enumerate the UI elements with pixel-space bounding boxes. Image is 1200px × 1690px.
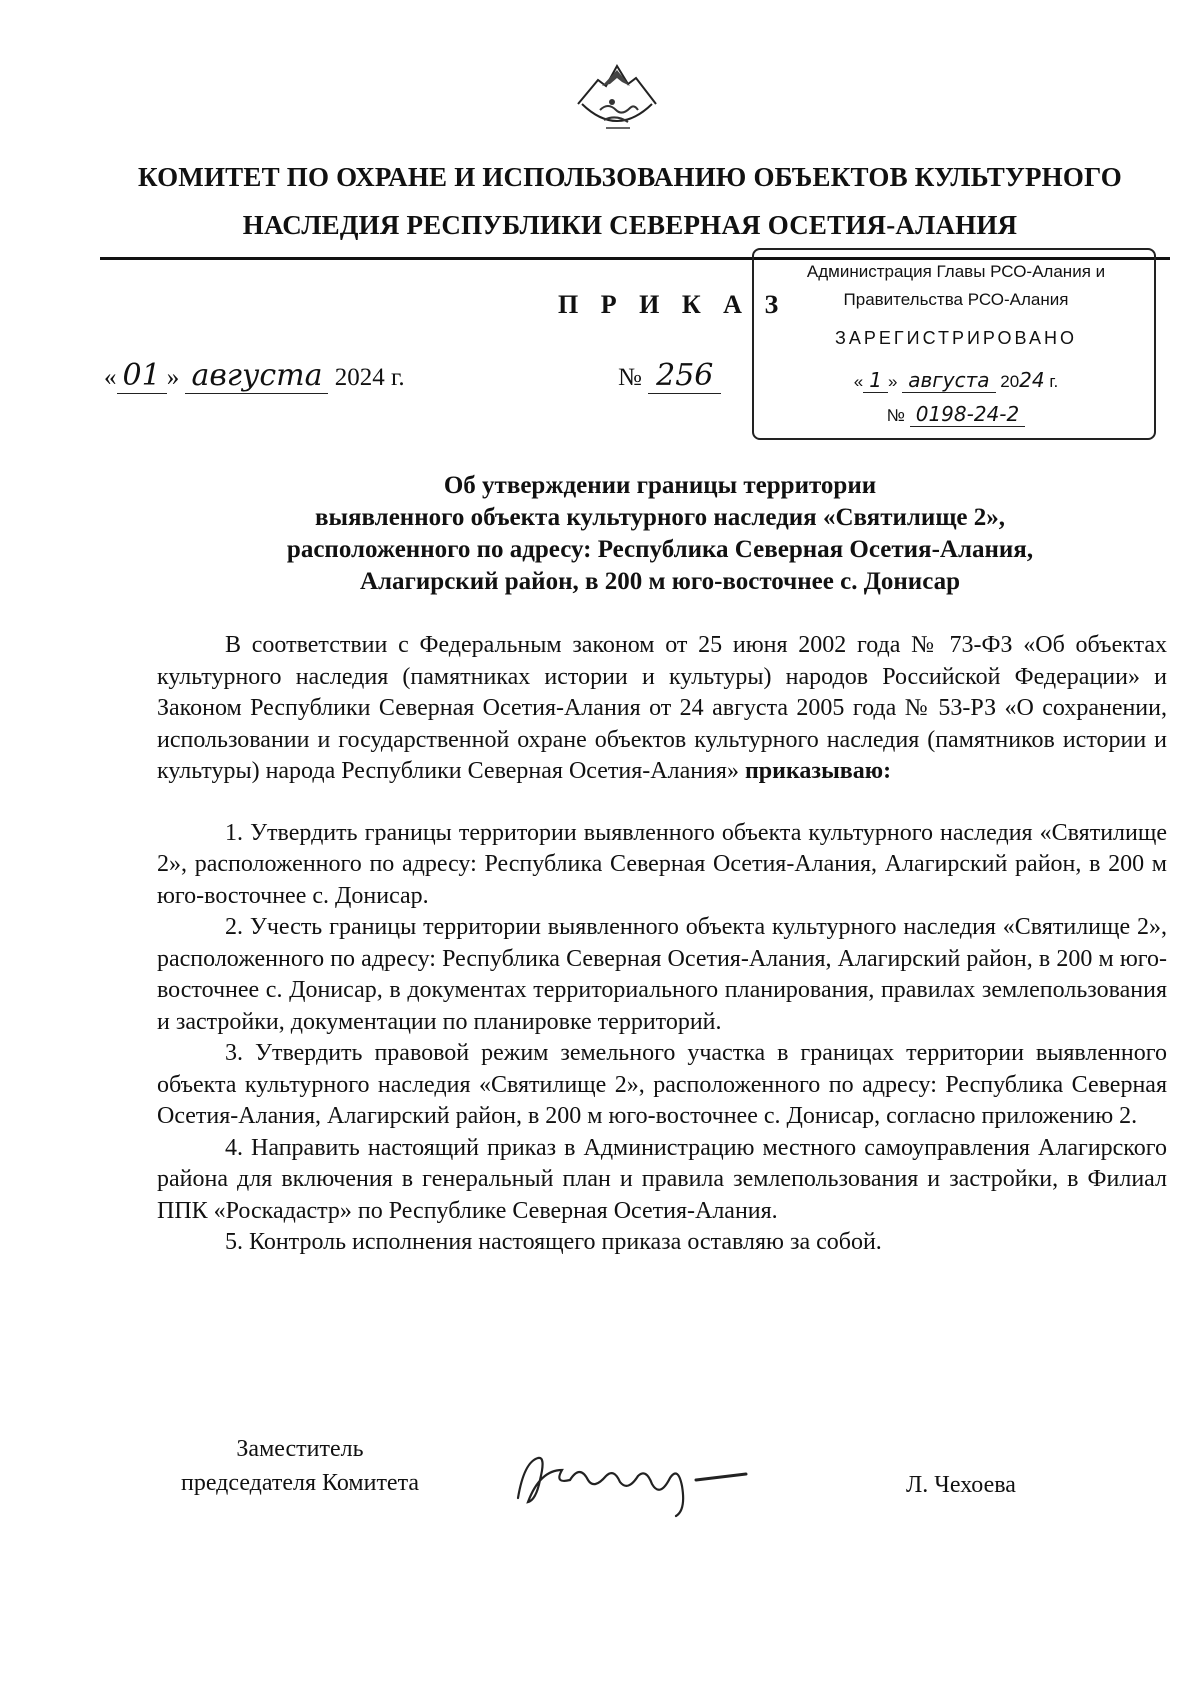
title-line4: Алагирский район, в 200 м юго-восточнее с. Донисар (359, 568, 961, 595)
preamble-decision: приказываю: (744, 758, 892, 784)
stamp-line2: Правительства РСО-Алания (843, 290, 1069, 309)
stamp-year-unit: г. (1049, 372, 1059, 391)
stamp-year-suffix: 24 (1019, 368, 1045, 392)
stamp-year-prefix: 20 (1000, 372, 1020, 391)
signatory-title-line2: председателя Комитета (180, 1470, 420, 1496)
signatory-name: Л. Чехоева (906, 1472, 1016, 1498)
title-line3: расположенного по адресу: Республика Северная Осетия-Алания, (286, 536, 1034, 563)
order-item-3: 3. Утвердить правовой режим земельного участка в границах территории выявленного объекта культурного наследия «Святилище 2», расположенного по адресу: Республика Северная Осетия-Алания, Алагирский район, в 200 м юго-восточнее с. Донисар, согласно приложению 2. (157, 1040, 1167, 1129)
organization-name-line1: КОМИТЕТ ПО ОХРАНЕ И ИСПОЛЬЗОВАНИЮ ОБЪЕКТОВ КУЛЬТУРНОГО (137, 162, 1122, 192)
stamp-month: августа (902, 368, 995, 393)
date-month: августа (185, 358, 328, 394)
order-date (104, 358, 405, 393)
order-number (618, 358, 721, 393)
stamp-number-prefix: № (886, 406, 905, 425)
date-close-quote: » (166, 364, 180, 391)
handwritten-signature (510, 1440, 770, 1520)
organization-name-line2: НАСЛЕДИЯ РЕСПУБЛИКИ СЕВЕРНАЯ ОСЕТИЯ-АЛАНИЯ (242, 210, 1018, 240)
registration-stamp (752, 248, 1156, 440)
signatory-title (155, 1432, 445, 1500)
order-item-4: 4. Направить настоящий приказ в Администрацию местного самоуправления Алагирского района для включения в генеральный план и правила землепользования и застройки, в Филиал ППК «Роскадастр» по Республике Северная Осетия-Алания. (157, 1134, 1167, 1224)
document-body (157, 630, 1167, 1259)
date-year: 2024 г. (334, 364, 405, 391)
mountain-emblem-icon (572, 56, 662, 146)
order-label: П Р И К А З (558, 290, 787, 319)
preamble-text: В соответствии с Федеральным законом от 25 июня 2002 года № 73-ФЗ «Об объектах культурного наследия (памятниках истории и культуры) народов Российской Федерации» и Законом Республики Северная Осетия-Алания от 24 августа 2005 года № 53-РЗ «О сохранении, использовании и государственной охране объектов культурного наследия (памятников истории и культуры) народа Республики Северная Осетия-Алания» (157, 632, 1167, 784)
stamp-date (768, 368, 1144, 392)
stamp-registered: ЗАРЕГИСТРИРОВАНО (835, 328, 1077, 348)
order-item-2: 2. Учесть границы территории выявленного объекта культурного наследия «Святилище 2», расположенного по адресу: Республика Северная Осетия-Алания, Алагирский район, в 200 м юго-восточнее с. Донисар, в документах территориального планирования, правилах землепользования и застройки, документации по планировке территорий. (157, 914, 1167, 1035)
preamble-paragraph (157, 630, 1167, 788)
stamp-number-value: 0198-24-2 (910, 402, 1026, 427)
number-prefix: № (618, 364, 642, 391)
title-line1: Об утверждении границы территории (443, 472, 877, 499)
document-title (120, 470, 1200, 598)
date-day: 01 (117, 358, 167, 394)
stamp-day: 1 (863, 368, 888, 393)
stamp-open-quote: « (853, 372, 864, 391)
stamp-line1: Администрация Главы РСО-Алания и (806, 262, 1106, 281)
stamp-number (768, 402, 1144, 426)
signatory-title-line1: Заместитель (236, 1436, 364, 1462)
number-value: 256 (648, 358, 721, 394)
title-line2: выявленного объекта культурного наследия «Святилище 2», (314, 504, 1006, 531)
order-item-5: 5. Контроль исполнения настоящего приказа оставляю за собой. (225, 1229, 882, 1255)
stamp-close-quote: » (888, 372, 898, 391)
order-item-1: 1. Утвердить границы территории выявленного объекта культурного наследия «Святилище 2», расположенного по адресу: Республика Северная Осетия-Алания, Алагирский район, в 200 м юго-восточнее с. Донисар. (157, 819, 1167, 909)
date-open-quote: « (104, 364, 117, 391)
